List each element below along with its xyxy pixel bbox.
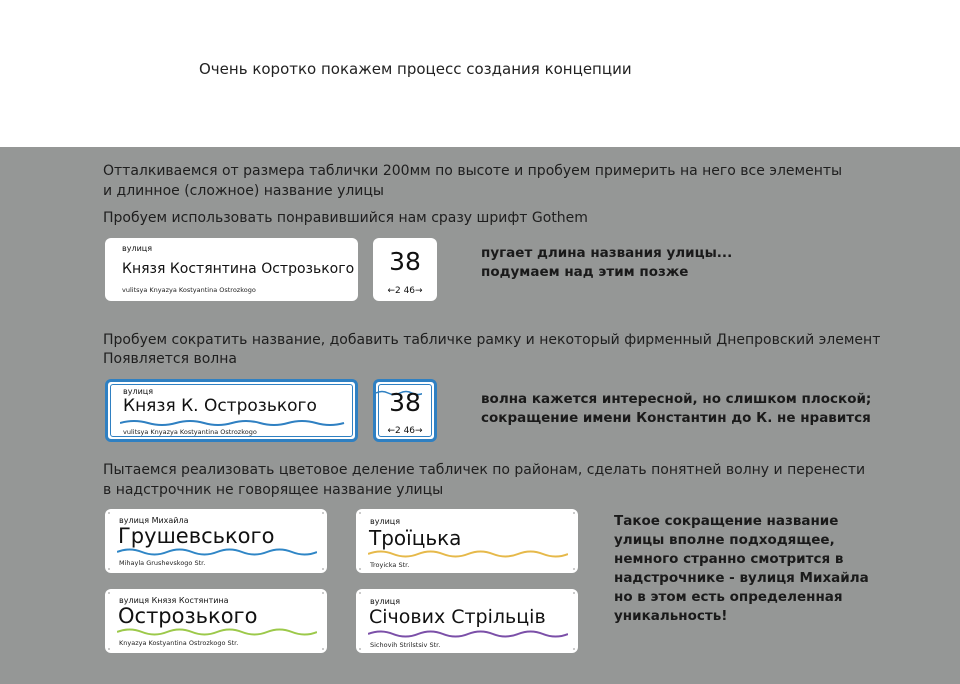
step1-text-3: Пробуем использовать понравившийся нам сразу шрифт Gothem xyxy=(103,210,588,226)
sign-label: вулиця xyxy=(123,387,154,396)
street-sign-troitska xyxy=(356,509,578,573)
sign-street-name: Князя К. Острозького xyxy=(123,396,317,416)
sign-label: вулиця xyxy=(370,597,401,606)
step2-note-2: сокращение имени Константин до К. не нравится xyxy=(481,410,871,426)
sign-street-name: Острозького xyxy=(118,604,258,628)
sign-latin-name: vulitsya Knyazya Kostyantina Ostrozkogo xyxy=(122,286,256,294)
step2-text-2: Появляется волна xyxy=(103,351,237,367)
step3-note-4: надстрочнике - вулиця Михайла xyxy=(614,570,869,586)
house-number: 38 xyxy=(389,247,421,276)
step1-note-2: подумаем над этим позже xyxy=(481,264,689,280)
number-range: ←2 46→ xyxy=(387,286,423,296)
step3-note-2: улицы вполне подходящее, xyxy=(614,532,835,548)
intro-heading: Очень коротко покажем процесс создания концепции xyxy=(199,60,632,78)
street-sign-v2 xyxy=(105,379,358,442)
sign-latin-name: Knyazya Kostyantina Ostrozkogo Str. xyxy=(119,639,239,647)
street-sign-hrushevskoho xyxy=(105,509,327,573)
house-number: 38 xyxy=(389,388,421,417)
step1-note-1: пугает длина названия улицы... xyxy=(481,245,733,261)
sign-label: вулиця xyxy=(122,244,153,253)
step3-note-3: немного странно смотрится в xyxy=(614,551,844,567)
sign-street-name: Троїцька xyxy=(369,526,462,550)
sign-latin-name: vulitsya Knyazya Kostyantina Ostrozkogo xyxy=(123,428,257,436)
sign-latin-name: Mihayla Grushevskogo Str. xyxy=(119,559,206,567)
sign-latin-name: Sichovih Strilstsiv Str. xyxy=(370,641,441,649)
sign-latin-name: Troyicka Str. xyxy=(370,561,410,569)
wave-element xyxy=(368,549,568,559)
wave-element xyxy=(117,627,317,637)
step3-text-1: Пытаемся реализовать цветовое деление табличек по районам, сделать понятней волну и перенести xyxy=(103,462,866,478)
step3-text-2: в надстрочник не говорящее название улицы xyxy=(103,482,444,498)
step2-note-1: волна кажется интересной, но слишком плоской; xyxy=(481,391,872,407)
house-number-v2 xyxy=(373,379,437,442)
wave-element xyxy=(117,547,317,557)
sign-label: вулиця Михайла xyxy=(119,516,189,525)
step3-note-1: Такое сокращение название xyxy=(614,513,839,529)
sign-label: вулиця xyxy=(370,517,401,526)
number-range: ←2 46→ xyxy=(387,426,423,436)
step3-note-5: но в этом есть определенная xyxy=(614,589,843,605)
street-sign-v1 xyxy=(105,238,358,301)
step1-text-2: и длинное (сложное) название улицы xyxy=(103,183,384,199)
sign-label: вулиця Князя Костянтина xyxy=(119,596,229,605)
sign-street-name: Князя Костянтина Острозького xyxy=(122,261,355,277)
sign-street-name: Грушевського xyxy=(118,524,275,548)
street-sign-sichovykh-striltsiv xyxy=(356,589,578,653)
wave-element xyxy=(368,629,568,639)
street-sign-ostrozkoho xyxy=(105,589,327,653)
step2-text-1: Пробуем сократить название, добавить табличке рамку и некоторый фирменный Днепровский элемент xyxy=(103,332,881,348)
sign-street-name: Січових Стрільців xyxy=(369,606,546,628)
wave-element xyxy=(120,418,346,428)
house-number-v1 xyxy=(373,238,437,301)
step3-note-6: уникальность! xyxy=(614,608,728,624)
step1-text-1: Отталкиваемся от размера таблички 200мм по высоте и пробуем примерить на него все элементы xyxy=(103,163,843,179)
